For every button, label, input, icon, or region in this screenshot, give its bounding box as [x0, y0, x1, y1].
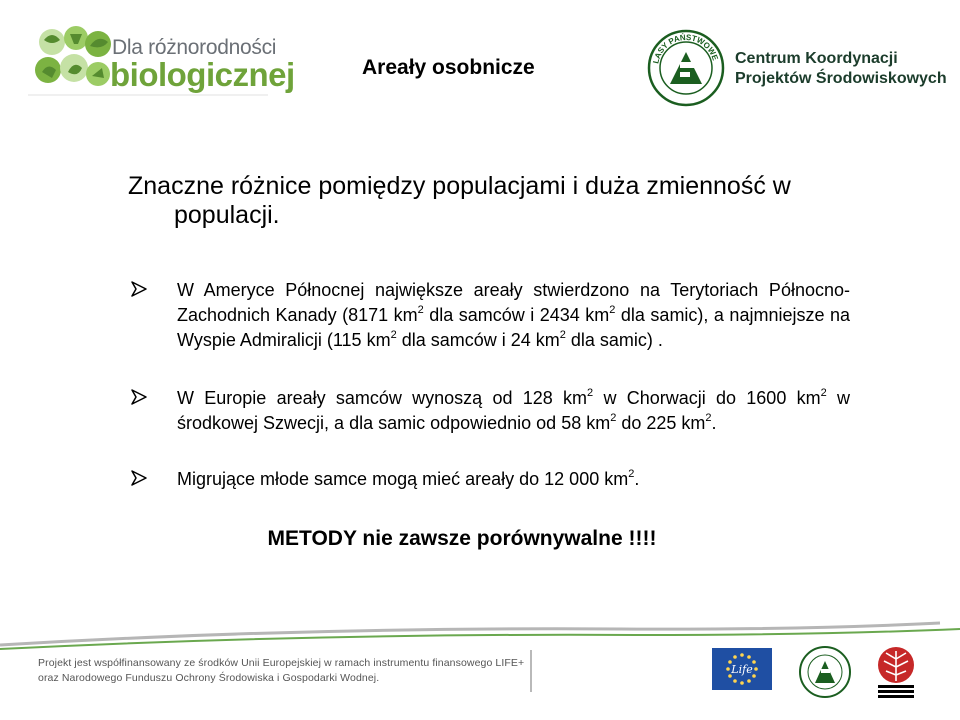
logo-left-line2: biologicznej — [110, 56, 295, 93]
bullet-item — [130, 278, 850, 353]
emphasis-text: METODY nie zawsze porównywalne !!!! — [267, 527, 657, 550]
bullet-text: W Ameryce Północnej największe areały stwierdzono na Terytoriach Północno-Zachodnich Kanady (8171 $km^2$ dla samców i 2434 $km^2$ dla samic), a najmniejsze na Wyspie Admiralicji (115 $km^2$ dla samców i 24 $km^2$ dla samic) . — [177, 280, 850, 350]
svg-text:LASY PAŃSTWOWE: LASY PAŃSTWOWE — [651, 32, 720, 65]
footer-funding-note-line1: Projekt jest współfinansowany ze środków Unii Europejskiej w ramach instrumentu finansowego LIFE+ — [38, 657, 525, 669]
slide-title: Areały osobnicze — [362, 56, 535, 79]
eu-life-label: Life — [731, 663, 753, 676]
nfosigw-tree-logo-icon — [872, 645, 920, 699]
arrow-bullet-icon — [130, 280, 148, 298]
bullet-text: W Europie areały samców wynoszą od 128 $km^2$ w Chorwacji do 1600 $km^2$ w środkowej Szwecji, a dla samic odpowiednio od 58 $km^2$ do 225 $km^2$. — [177, 387, 851, 433]
intro-paragraph: Znaczne różnice pomiędzy populacjami i duża zmienność w populacji. — [128, 172, 791, 229]
logo-left-line1: Dla różnorodności — [112, 36, 277, 59]
bullet-item — [130, 467, 850, 492]
lasy-panstwowe-footer-emblem-icon — [798, 645, 852, 699]
arrow-bullet-icon — [130, 388, 148, 406]
lasy-panstwowe-emblem-icon — [646, 28, 726, 108]
logo-right-line1: Centrum Koordynacji — [735, 50, 898, 67]
bullet-item — [130, 386, 850, 436]
emphasis-line — [0, 527, 960, 551]
footer-divider — [530, 650, 532, 692]
arrow-bullet-icon — [130, 469, 148, 487]
bullet-text: Migrujące młode samce mogą mieć areały do 12 000 $km^2$. — [177, 468, 640, 489]
eu-life-flag-icon — [712, 648, 772, 690]
footer-funding-note-line2: oraz Narodowego Funduszu Ochrony Środowiska i Gospodarki Wodnej. — [38, 672, 380, 684]
logo-right-line2: Projektów Środowiskowych — [735, 70, 947, 87]
